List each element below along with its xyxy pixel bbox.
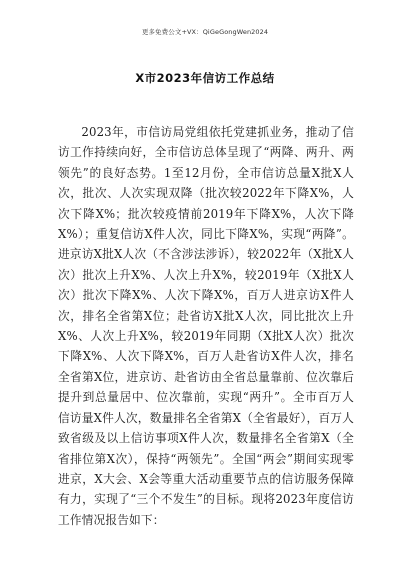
document-title: X市2023年信访工作总结	[135, 71, 275, 85]
header-note: 更多免费公文+VX：QiGeGongWen2024	[141, 28, 269, 36]
body-paragraph: 2023年，市信访局党组依托党建抓业务，推动了信访工作持续向好，全市信访总体呈现了“两降、两升、两领先”的良好态势。1至12月份，全市信访总量X批X人次，批次、人次实现双降（批次较2022年下降X%，人次下降X%；批次较疫情前2019年下降X%，人次下降X%）；重复信访X件人次，同比下降X%，实现“两降”。进京访X批X人次（不含涉法涉诉），较2022年（X批X人次）批次上升X%、人次上升X%，较2019年（X批X人次）批次下降X%、人次下降X%，百万人进京访X件人次，排名全省第X位；赴省访X批X人次，同比批次上升X%、人次上升X%，较2019年同期（X批X人次）批次下降X%、人次下降X%，百万人赴省访X件人次，排名全省第X位，进京访、赴省访由全省总量靠前、位次靠后提升到总量居中、位次靠前，实现“两升”。全市百万人信访量X件人次，数量排名全省第X（全省最好），百万人致省级及以上信访事项X件人次，数量排名全省第X（全省排位第X次），保持“两领先”。全国“两会”期间实现零进京，X大会、X会等重大活动重要节点的信访服务保障有力，实现了“三个不发生”的目标。现将2023年度信访工作情况报告如下：	[58, 125, 354, 527]
